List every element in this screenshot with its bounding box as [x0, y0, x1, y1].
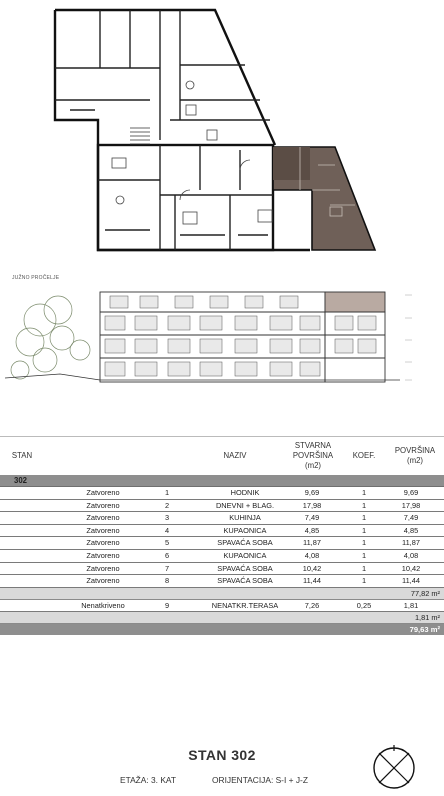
col-stan: STAN: [11, 451, 33, 460]
table-row: [0, 537, 444, 550]
room-area: 4,85: [304, 525, 320, 535]
room-name: KUHINJA: [229, 513, 261, 523]
room-number: 2: [164, 500, 170, 510]
room-type: Zatvoreno: [86, 563, 120, 573]
table-row: [0, 575, 444, 588]
room-number: 7: [164, 563, 170, 573]
room-total: 4,85: [403, 525, 419, 535]
area-table: [0, 436, 444, 635]
room-type: Zatvoreno: [86, 500, 120, 510]
floor-label: ETAŽA: 3. KAT: [120, 775, 176, 785]
room-total: 17,98: [401, 500, 421, 510]
room-area: 11,44: [303, 576, 321, 586]
table-row: [0, 550, 444, 563]
table-header: [0, 436, 444, 475]
room-number: 8: [164, 576, 170, 586]
open-sum: 1,81 m²: [414, 613, 440, 623]
room-name: KUPAONICA: [223, 550, 267, 560]
room-type: Zatvoreno: [86, 513, 120, 523]
closed-rows: [0, 487, 444, 588]
room-coef: 0,25: [356, 600, 372, 610]
room-total: 1,81: [403, 600, 419, 610]
open-rows: [0, 600, 444, 613]
room-area: 10,42: [302, 563, 322, 573]
room-type: Zatvoreno: [86, 550, 120, 560]
room-total: 10,42: [401, 563, 421, 573]
grand-total-row: [0, 624, 444, 635]
room-name: NENATKR.TERASA: [211, 600, 279, 610]
table-row: [0, 487, 444, 500]
room-area: 9,69: [304, 488, 320, 497]
open-sum-row: [0, 612, 444, 624]
room-type: Zatvoreno: [86, 576, 120, 586]
room-coef: 1: [361, 538, 367, 548]
closed-sum: 77,82 m²: [410, 588, 440, 598]
orientation-label: ORIJENTACIJA: S-I + J-Z: [212, 775, 308, 785]
room-name: HODNIK: [230, 488, 260, 497]
room-name: DNEVNI + BLAG.: [215, 500, 275, 510]
room-type: Zatvoreno: [86, 488, 120, 497]
room-type: Zatvoreno: [86, 538, 120, 548]
col-naziv: NAZIV: [223, 451, 247, 460]
room-coef: 1: [361, 563, 367, 573]
room-coef: 1: [361, 500, 367, 510]
elevation-label: JUŽNO PROČELJE: [12, 275, 60, 281]
room-coef: 1: [361, 550, 367, 560]
room-name: KUPAONICA: [223, 525, 267, 535]
room-total: 4,08: [403, 550, 419, 560]
grand-total: 79,63 m²: [409, 625, 440, 635]
floor-plan-drawing: [0, 0, 444, 265]
closed-sum-row: [0, 588, 444, 600]
table-row: [0, 500, 444, 513]
elevation-drawing: [0, 280, 444, 400]
room-area: 7,26: [304, 600, 320, 610]
page-title: STAN 302: [188, 747, 256, 763]
room-name: SPAVAĆA SOBA: [217, 538, 273, 548]
room-coef: 1: [361, 525, 367, 535]
room-total: 11,44: [402, 576, 420, 586]
room-total: 11,87: [402, 538, 420, 548]
room-type: Nenatkriveno: [81, 600, 125, 610]
room-total: 7,49: [403, 513, 419, 523]
room-area: 7,49: [304, 513, 320, 523]
col-povrsina: POVRŠINA (m2): [394, 446, 436, 465]
unit-number: 302: [14, 476, 28, 485]
room-area: 17,98: [302, 500, 322, 510]
room-type: Zatvoreno: [86, 525, 120, 535]
room-coef: 1: [361, 576, 367, 586]
room-coef: 1: [361, 513, 367, 523]
table-row: [0, 512, 444, 525]
room-number: 6: [164, 550, 170, 560]
col-stvarna: STVARNA POVRŠINA (m2): [292, 441, 334, 470]
room-area: 11,87: [303, 538, 321, 548]
unit-band: [0, 475, 444, 487]
col-koef: KOEF.: [352, 451, 376, 460]
room-area: 4,08: [304, 550, 320, 560]
room-number: 5: [164, 538, 170, 548]
room-name: SPAVAĆA SOBA: [217, 576, 273, 586]
room-number: 4: [164, 525, 170, 535]
room-number: 9: [164, 600, 170, 610]
room-name: SPAVAĆA SOBA: [217, 563, 273, 573]
table-row: [0, 600, 444, 613]
compass-icon: [371, 745, 417, 791]
room-total: 9,69: [403, 488, 419, 497]
room-number: 3: [164, 513, 170, 523]
table-row: [0, 525, 444, 538]
room-coef: 1: [361, 488, 367, 497]
room-number: 1: [164, 488, 170, 497]
table-row: [0, 563, 444, 576]
